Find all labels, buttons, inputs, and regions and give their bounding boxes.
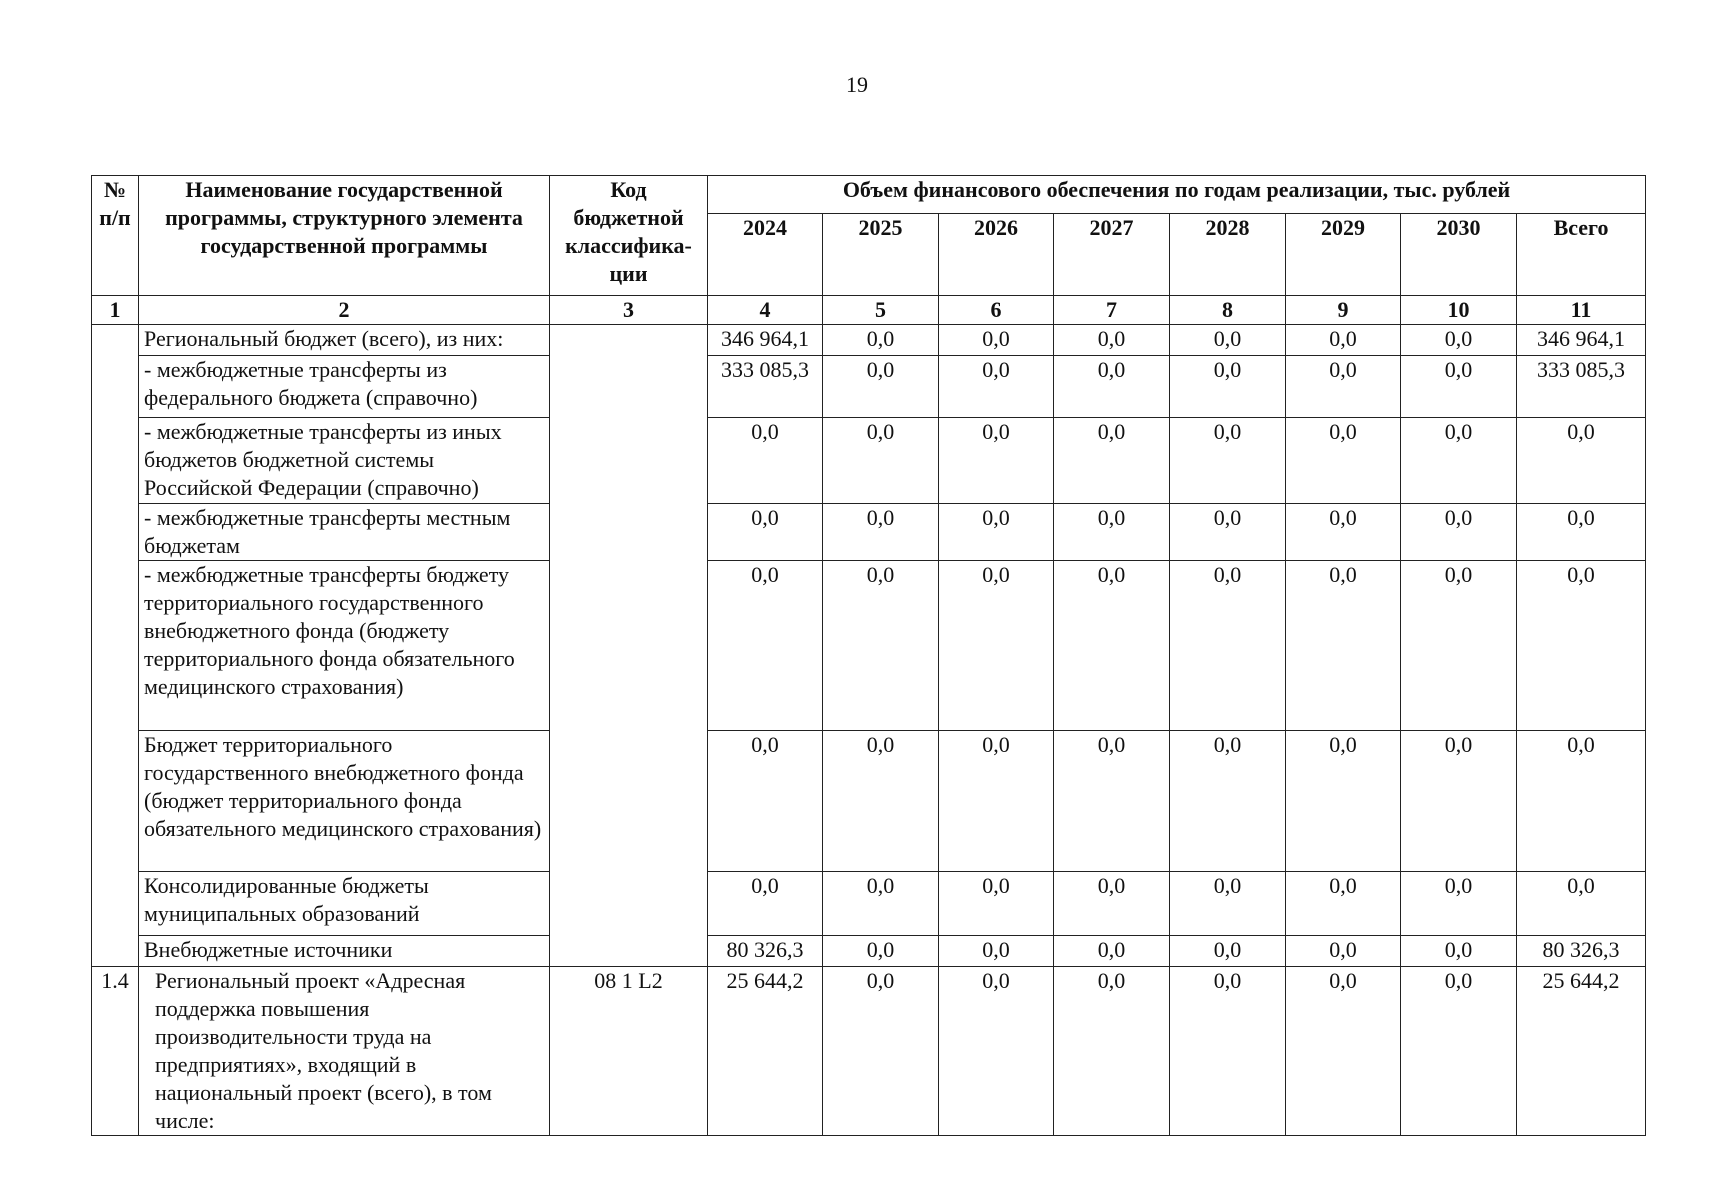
table-row bbox=[92, 504, 1646, 561]
value-cell: 0,0 bbox=[1170, 967, 1286, 1136]
value-cell: 346 964,1 bbox=[708, 325, 823, 356]
table-row bbox=[92, 967, 1646, 1136]
value-cell: 0,0 bbox=[1401, 967, 1517, 1136]
row-name: - межбюджетные трансферты бюджету территориального государственного внебюджетного фонда (бюджету территориального фонда обязательного медицинского страхования) bbox=[139, 561, 550, 731]
value-cell: 0,0 bbox=[1054, 504, 1170, 561]
column-number: 3 bbox=[550, 296, 708, 325]
value-cell: 0,0 bbox=[708, 561, 823, 731]
value-cell: 0,0 bbox=[1286, 936, 1401, 967]
column-number: 2 bbox=[139, 296, 550, 325]
row-name: Внебюджетные источники bbox=[139, 936, 550, 967]
value-cell: 0,0 bbox=[823, 356, 939, 418]
value-cell: 0,0 bbox=[1054, 731, 1170, 872]
row-name: - межбюджетные трансферты из федерального бюджета (справочно) bbox=[139, 356, 550, 418]
value-cell: 0,0 bbox=[1401, 325, 1517, 356]
value-cell: 0,0 bbox=[1054, 325, 1170, 356]
table-row bbox=[92, 872, 1646, 936]
column-number: 4 bbox=[708, 296, 823, 325]
value-cell: 0,0 bbox=[939, 418, 1054, 504]
total-cell: 0,0 bbox=[1517, 504, 1646, 561]
total-cell: 333 085,3 bbox=[1517, 356, 1646, 418]
value-cell: 0,0 bbox=[1286, 418, 1401, 504]
value-cell: 0,0 bbox=[1170, 325, 1286, 356]
column-number: 8 bbox=[1170, 296, 1286, 325]
empty-number-cell bbox=[92, 325, 139, 967]
value-cell: 0,0 bbox=[939, 967, 1054, 1136]
total-cell: 346 964,1 bbox=[1517, 325, 1646, 356]
value-cell: 0,0 bbox=[1054, 561, 1170, 731]
row-name: Консолидированные бюджеты муниципальных образований bbox=[139, 872, 550, 936]
header-financing-volume: Объем финансового обеспечения по годам реализации, тыс. рублей bbox=[708, 176, 1646, 214]
value-cell: 0,0 bbox=[1401, 872, 1517, 936]
value-cell: 0,0 bbox=[1054, 967, 1170, 1136]
value-cell: 0,0 bbox=[1170, 504, 1286, 561]
value-cell: 0,0 bbox=[823, 561, 939, 731]
column-number: 7 bbox=[1054, 296, 1170, 325]
header-year: 2024 bbox=[708, 214, 823, 296]
value-cell: 0,0 bbox=[823, 325, 939, 356]
value-cell: 25 644,2 bbox=[708, 967, 823, 1136]
value-cell: 0,0 bbox=[939, 561, 1054, 731]
row-number: 1.4 bbox=[92, 967, 139, 1136]
table-row bbox=[92, 325, 1646, 356]
total-cell: 0,0 bbox=[1517, 731, 1646, 872]
value-cell: 0,0 bbox=[1401, 418, 1517, 504]
value-cell: 0,0 bbox=[1054, 936, 1170, 967]
value-cell: 0,0 bbox=[1286, 731, 1401, 872]
header-year: 2026 bbox=[939, 214, 1054, 296]
header-year: 2030 bbox=[1401, 214, 1517, 296]
value-cell: 0,0 bbox=[1401, 356, 1517, 418]
total-cell: 25 644,2 bbox=[1517, 967, 1646, 1136]
value-cell: 0,0 bbox=[1286, 356, 1401, 418]
value-cell: 333 085,3 bbox=[708, 356, 823, 418]
row-name: Региональный проект «Адресная поддержка повышения производительности труда на предприятиях», входящий в национальный проект (всего), в том числе: bbox=[139, 967, 550, 1136]
column-number: 6 bbox=[939, 296, 1054, 325]
value-cell: 0,0 bbox=[1286, 967, 1401, 1136]
value-cell: 0,0 bbox=[708, 418, 823, 504]
row-name: Бюджет территориального государственного внебюджетного фонда (бюджет территориального фонда обязательного медицинского страхования) bbox=[139, 731, 550, 872]
value-cell: 0,0 bbox=[823, 872, 939, 936]
table-row bbox=[92, 356, 1646, 418]
total-cell: 0,0 bbox=[1517, 561, 1646, 731]
budget-code: 08 1 L2 bbox=[550, 967, 708, 1136]
value-cell: 0,0 bbox=[1170, 418, 1286, 504]
financing-table bbox=[91, 175, 1646, 1136]
value-cell: 0,0 bbox=[823, 418, 939, 504]
value-cell: 0,0 bbox=[823, 504, 939, 561]
value-cell: 0,0 bbox=[1286, 325, 1401, 356]
row-name: - межбюджетные трансферты местным бюджетам bbox=[139, 504, 550, 561]
value-cell: 80 326,3 bbox=[708, 936, 823, 967]
table-row bbox=[92, 561, 1646, 731]
value-cell: 0,0 bbox=[1286, 561, 1401, 731]
table-row bbox=[92, 731, 1646, 872]
value-cell: 0,0 bbox=[1401, 504, 1517, 561]
value-cell: 0,0 bbox=[1054, 356, 1170, 418]
value-cell: 0,0 bbox=[1286, 504, 1401, 561]
value-cell: 0,0 bbox=[708, 504, 823, 561]
value-cell: 0,0 bbox=[1054, 872, 1170, 936]
empty-code-cell bbox=[550, 325, 708, 967]
column-number: 1 bbox=[92, 296, 139, 325]
value-cell: 0,0 bbox=[1170, 561, 1286, 731]
value-cell: 0,0 bbox=[939, 356, 1054, 418]
column-number: 5 bbox=[823, 296, 939, 325]
value-cell: 0,0 bbox=[1401, 561, 1517, 731]
column-number: 9 bbox=[1286, 296, 1401, 325]
value-cell: 0,0 bbox=[1170, 731, 1286, 872]
value-cell: 0,0 bbox=[1170, 936, 1286, 967]
column-number: 10 bbox=[1401, 296, 1517, 325]
value-cell: 0,0 bbox=[708, 731, 823, 872]
total-cell: 0,0 bbox=[1517, 418, 1646, 504]
value-cell: 0,0 bbox=[939, 936, 1054, 967]
value-cell: 0,0 bbox=[823, 731, 939, 872]
value-cell: 0,0 bbox=[1401, 936, 1517, 967]
value-cell: 0,0 bbox=[939, 731, 1054, 872]
header-year: 2027 bbox=[1054, 214, 1170, 296]
column-number: 11 bbox=[1517, 296, 1646, 325]
page-number: 19 bbox=[846, 72, 868, 97]
value-cell: 0,0 bbox=[939, 325, 1054, 356]
total-cell: 80 326,3 bbox=[1517, 936, 1646, 967]
header-year: 2028 bbox=[1170, 214, 1286, 296]
total-cell: 0,0 bbox=[1517, 872, 1646, 936]
value-cell: 0,0 bbox=[708, 872, 823, 936]
row-name: Региональный бюджет (всего), из них: bbox=[139, 325, 550, 356]
value-cell: 0,0 bbox=[1054, 418, 1170, 504]
value-cell: 0,0 bbox=[939, 504, 1054, 561]
value-cell: 0,0 bbox=[939, 872, 1054, 936]
header-year: 2029 bbox=[1286, 214, 1401, 296]
value-cell: 0,0 bbox=[1170, 872, 1286, 936]
header-total: Всего bbox=[1517, 214, 1646, 296]
value-cell: 0,0 bbox=[1170, 356, 1286, 418]
header-year: 2025 bbox=[823, 214, 939, 296]
value-cell: 0,0 bbox=[823, 936, 939, 967]
header-name: Наименование государственной программы, структурного элемента государственной программы bbox=[139, 176, 550, 296]
value-cell: 0,0 bbox=[823, 967, 939, 1136]
header-budget-code: Код бюджетной классифика-ции bbox=[550, 176, 708, 296]
row-name: - межбюджетные трансферты из иных бюджетов бюджетной системы Российской Федерации (справочно) bbox=[139, 418, 550, 504]
value-cell: 0,0 bbox=[1286, 872, 1401, 936]
value-cell: 0,0 bbox=[1401, 731, 1517, 872]
table-row bbox=[92, 936, 1646, 967]
table-row bbox=[92, 418, 1646, 504]
header-number: № п/п bbox=[92, 176, 139, 296]
